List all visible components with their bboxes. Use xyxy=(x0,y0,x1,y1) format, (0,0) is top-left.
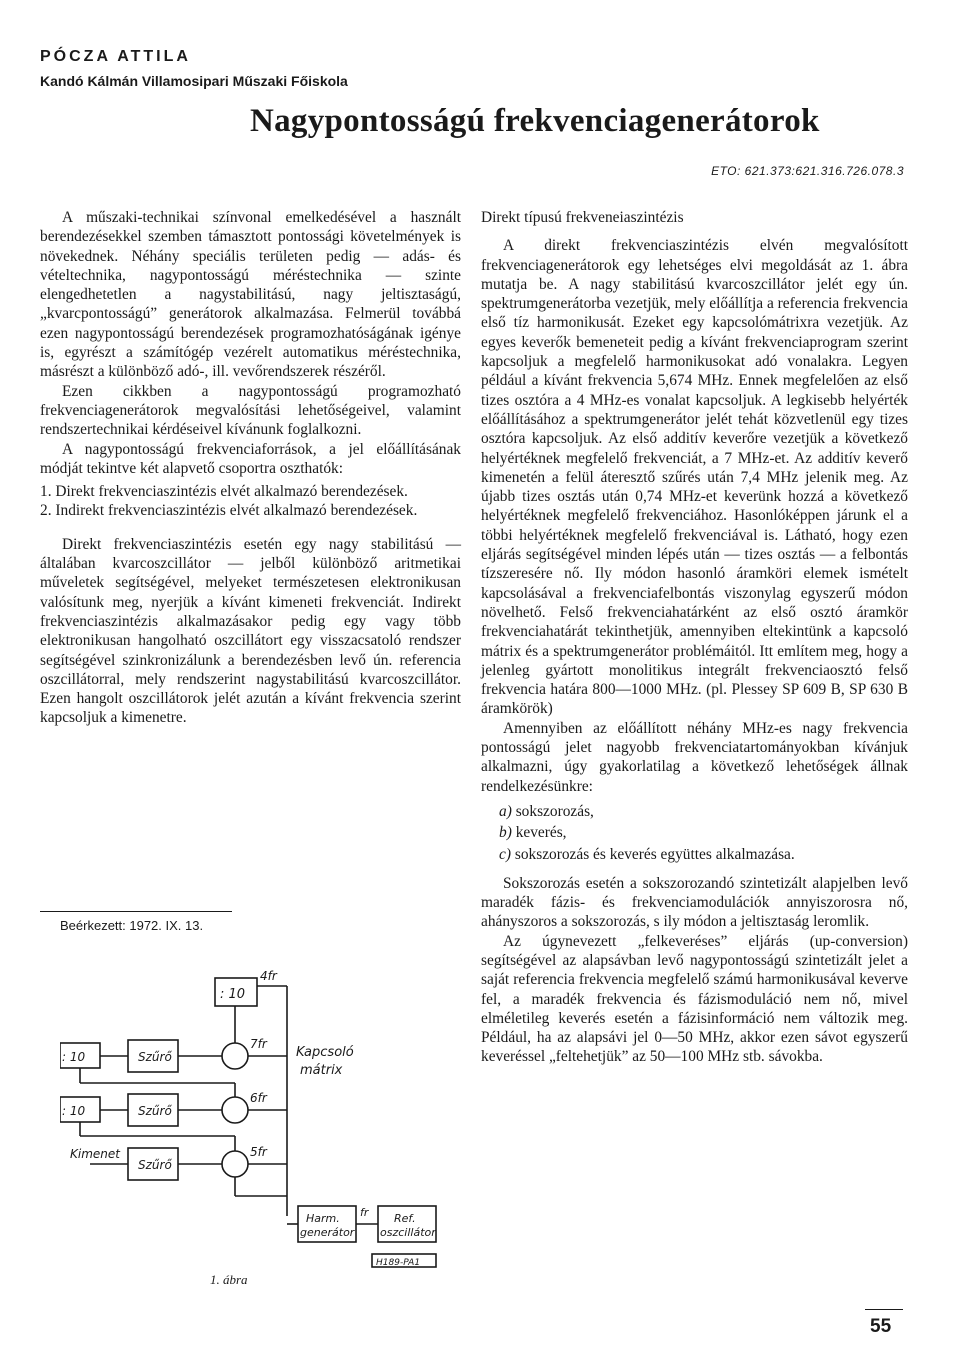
label-4fr: 4fr xyxy=(260,969,277,983)
options-list xyxy=(481,802,908,864)
intro-paragraph-3: A nagypontosságú frekvenciaforrások, a jel előállításának módját tekintve két alapvető csoportra oszthatók: xyxy=(40,440,461,477)
label-output: Kimenet xyxy=(70,1147,120,1161)
label-7fr: 7fr xyxy=(250,1037,267,1051)
label-ref-2: oszcillátor xyxy=(380,1226,436,1239)
up-conversion-paragraph: Az úgynevezett „felkeveréses” eljárás (up-conversion) segítségével az alapsávban levő nagypontosságú szintetizált jelet a saját referencia frekvencia megfelelő számú harmonikusával keverve fel, a maradék frekvencia és fázismoduláció nem nő, mivel elméletileg keverés esetén a fázisinformáció nem változik meg. Például, ha az alapsávi jel 0—50 MHz, akkor ezen sávot egyszerű keveréssel „feltehetjük” az 50—100 MHz stb. sávokba. xyxy=(481,932,908,1066)
label-matrix-2: mátrix xyxy=(300,1063,343,1078)
block-diagram xyxy=(60,968,440,1268)
right-column xyxy=(481,208,908,1067)
label-matrix-1: Kapcsoló xyxy=(296,1045,354,1060)
label-figure-code: H189-PA1 xyxy=(376,1258,421,1268)
left-column xyxy=(40,208,461,728)
received-date: Beérkezett: 1972. IX. 13. xyxy=(60,918,204,933)
multiplication-paragraph: Sokszorozás esetén a sokszorozandó szintetizált alapjelben levő maradék fázis- és frekvenciamodulációk annyiszorosra nő, ahányszoros a sokszorozás, s ily módon a jeltisztaság leromlik. xyxy=(481,874,908,931)
list-item: 2. Indirekt frekvenciaszintézis elvét alkalmazó berendezések. xyxy=(40,502,418,520)
frequency-extension-paragraph: Amennyiben az előállított néhány MHz-es nagy frekvencia pontosságú jelet nagyobb frekvenciatartományokban kívánjuk alkalmazni, úgy gyakorlatilag a következő lehetőségek állnak rendelkezésünkre: xyxy=(481,719,908,795)
direct-indirect-paragraph: Direkt frekvenciaszintézis esetén egy nagy stabilitású — általában kvarcoszcillátor — jelből különböző aritmetikai műveletek segítségével, melyeket természetesen elektronikusan valósítunk meg, nyerjük a kívánt kimeneti frekvenciát. Indirekt frekvenciaszintézis alkalmazásakor pedig egy vagy több elektronikusan hangolható oszcillátort egy visszacsatoló rendszer segítségével szinkronizálunk a berendezésben levő ún. referencia oszcillátorral, mely rendszerint nagystabilitású kvarcoszcillátor. Ezen hangolt oszcillátorok jelét azután a kívánt frekvencia szerint kapcsoljuk a kimenetre. xyxy=(40,535,461,727)
synthesis-types-list xyxy=(40,482,461,521)
list-item: c) sokszorozás és keverés együttes alkalmazása. xyxy=(499,845,795,863)
label-fr: fr xyxy=(360,1206,369,1219)
section-title: Direkt típusú frekveneiaszintézis xyxy=(481,209,684,226)
label-div-2: : 10 xyxy=(62,1104,86,1118)
label-harm-1: Harm. xyxy=(306,1212,340,1225)
page-number-rule xyxy=(865,1309,903,1310)
label-div-top: : 10 xyxy=(220,987,246,1002)
label-ref-1: Ref. xyxy=(394,1212,416,1225)
mixer-1 xyxy=(222,1043,248,1069)
author-affiliation: Kandó Kálmán Villamosipari Műszaki Főiskola xyxy=(40,73,348,89)
label-div-1: : 10 xyxy=(62,1050,86,1064)
intro-paragraph-2: Ezen cikkben a nagypontosságú programozható frekvenciagenerátorok megvalósítási lehetőségeivel, valamint rendszertechnikai kérdéseivel kívánunk foglalkozni. xyxy=(40,382,461,439)
eto-classification: ETO: 621.373:621.316.726.078.3 xyxy=(711,164,904,178)
label-5fr: 5fr xyxy=(250,1145,267,1159)
list-item: 1. Direkt frekvenciaszintézis elvét alkalmazó berendezések. xyxy=(40,483,408,501)
list-item: a) sokszorozás, xyxy=(499,802,594,820)
mixer-2 xyxy=(222,1097,248,1123)
mixer-3 xyxy=(222,1151,248,1177)
label-harm-2: generátor xyxy=(300,1226,355,1239)
author-name: PÓCZA ATTILA xyxy=(40,48,191,65)
direct-synthesis-paragraph: A direkt frekvenciaszintézis elvén megvalósított frekvenciagenerátorok egy lehetséges elvi megoldását az 1. ábra mutatja be. A nagy stabilitású kvarcoszcillátor jelét egy ún. spektrumgenerátorba vezetjük, mely előállítja a referencia frekvencia első tíz harmonikusát. Ezeket egy kapcsolómátrixra vezetjük. Az egyes keverők bemeneteit pedig a kívánt frekvenciaprogram szerint kapcsoljuk a megfelelő harmonikusokat adó vonalakra. Legyen például a kívánt frekvencia 5,674 MHz. Ennek megfelelően az első tizes osztóra a 4 MHz-es vonalat kapcsoljuk. A legkisebb helyérték előállításához a spektrumgenerátor jelét tehát közvetlenül egy tizes osztóra kapcsoljuk. Az első additív keverőre vezetjük a következő helyértéknek megfelelő frekvenciát, a 7 MHz-et. Az additív keverő kimenetén a felül áteresztő szűrés után 7,4 MHz jelenik meg. Az újabb tizes osztás után 0,74 MHz-et keverünk hozzá a következő helyértéknek megfelelő frekvenciához. Hasonlóképpen járunk el a többi helyértéknek megfelelő frekvenciával is. Látható, hogy ezen eljárás segítségével minden lépés után — tizes osztás — a felbontás tízszeresére nő. Ily módon hasonló áramköri elemek ismételt kapcsolásával a frekvenciafelbontás viszonylag egyszerű módon növelhető. Felső frekvenciahatárként az első osztó áramkör frekvenciahatárát tekinthetjük, amennyiben eltekintünk a kapcsoló mátrix és a spektrumgenerátor problémáitól. Itt említem meg, hogy a jelenleg gyártott monolitikus integrált frekvenciaosztó felső frekvencia határa 800—1000 MHz. (pl. Plessey SP 609 B, SP 630 B áramkörök) xyxy=(481,237,908,718)
page-number: 55 xyxy=(870,1316,892,1337)
list-item: b) keverés, xyxy=(499,824,567,842)
label-6fr: 6fr xyxy=(250,1091,267,1105)
article-title: Nagypontosságú frekvenciagenerátorok xyxy=(250,103,820,139)
label-filter-1: Szűrő xyxy=(138,1050,172,1064)
figure-caption: 1. ábra xyxy=(210,1272,248,1287)
intro-paragraph-1: A műszaki-technikai színvonal emelkedésével a használt berendezésekkel szemben támasztott pontossági követelmények is növekednek. Néhány speciális területen pedig — adás- és vételtechnika, nagypontosságú méréstechnika — szinte elengedhetetlen a nagystabilitású, nagy jeltisztaságú, „kvarcpontosságú” generátorok alkalmazása. Felmerül továbbá ezen nagypontosságú berendezések programozhatóságának igénye is, egyrészt a számítógép vezérelt automatikus méréstechnika, másrészt a különböző adó-, ill. vevőrendszerek részéről. xyxy=(40,209,461,381)
footnote-rule xyxy=(40,911,232,912)
label-filter-2: Szűrő xyxy=(138,1104,172,1118)
label-filter-3: Szűrő xyxy=(138,1158,172,1172)
